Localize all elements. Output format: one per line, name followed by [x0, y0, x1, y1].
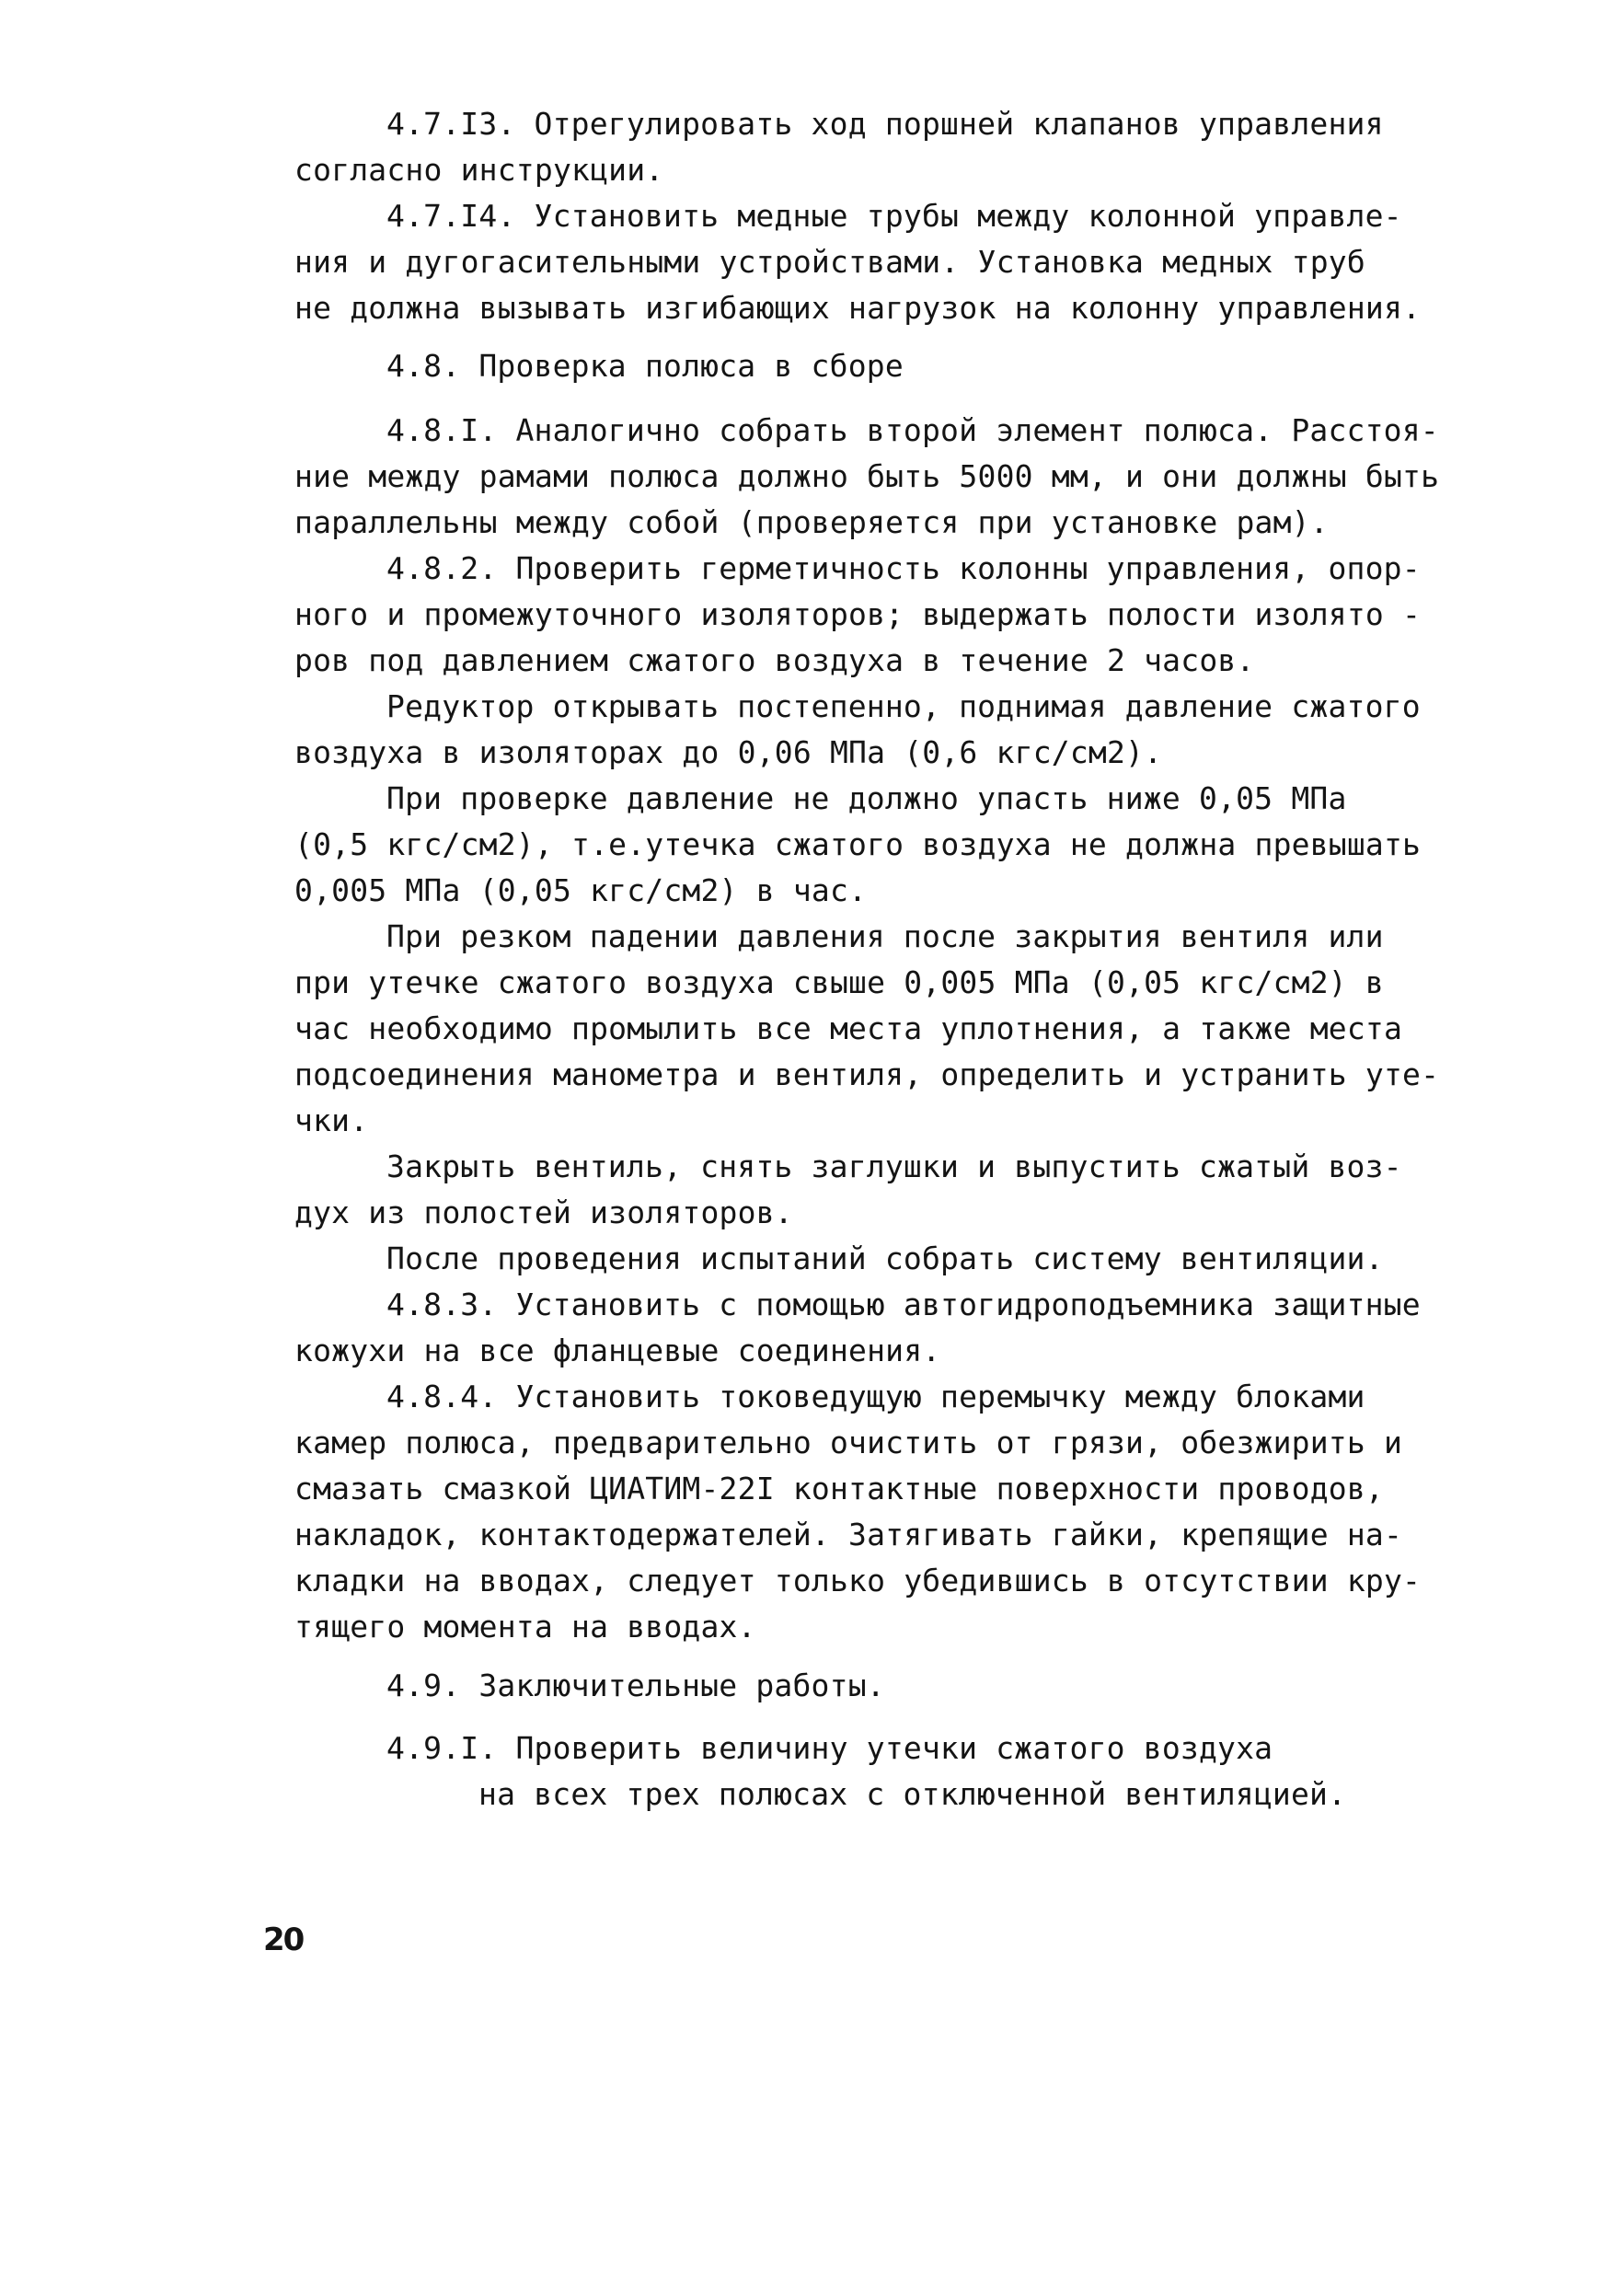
text-line: При резком падении давления после закрытия вентиля или	[386, 918, 1384, 954]
text-line: параллельны между собой (проверяется при установке рам).	[294, 504, 1329, 540]
text-line: согласно инструкции.	[294, 152, 664, 188]
text-line: 4.8.2. Проверить герметичность колонны управления, опор-	[386, 550, 1421, 586]
text-line: (0,5 кгс/см2), т.е.утечка сжатого воздуха не должна превышать	[294, 826, 1422, 862]
text-line: 0,005 МПа (0,05 кгс/см2) в час.	[294, 872, 868, 908]
text-line: При проверке давление не должно упасть ниже 0,05 МПа	[386, 780, 1347, 816]
text-line: воздуха в изоляторах до 0,06 МПа (0,6 кгс/см2).	[294, 734, 1163, 770]
text-line: 4.8.4. Установить токоведущую перемычку между блоками	[386, 1379, 1365, 1414]
text-line: 4.7.I3. Отрегулировать ход поршней клапанов управления	[386, 106, 1384, 142]
text-line: 4.8.3. Установить с помощью автогидроподъемника защитные	[386, 1287, 1421, 1322]
text-line: час необходимо промылить все места уплотнения, а также места	[294, 1010, 1403, 1046]
text-line: не должна вызывать изгибающих нагрузок на колонну управления.	[294, 290, 1422, 326]
text-line: 4.7.I4. Установить медные трубы между колонной управле-	[386, 198, 1402, 234]
text-line: дух из полостей изоляторов.	[294, 1194, 793, 1230]
text-line: кладки на вводах, следует только убедившись в отсутствии кру-	[294, 1563, 1422, 1598]
text-line: накладок, контактодержателей. Затягивать гайки, крепящие на-	[294, 1517, 1403, 1552]
text-line: при утечке сжатого воздуха свыше 0,005 МПа (0,05 кгс/см2) в	[294, 964, 1384, 1000]
text-line: ния и дугогасительными устройствами. Установка медных труб	[294, 244, 1365, 280]
text-line: смазать смазкой ЦИАТИМ-22I контактные поверхности проводов,	[294, 1471, 1384, 1506]
text-line: После проведения испытаний собрать систему вентиляции.	[386, 1241, 1384, 1276]
text-line: Закрыть вентиль, снять заглушки и выпустить сжатый воз-	[386, 1148, 1402, 1184]
text-line: 4.8.I. Аналогично собрать второй элемент полюса. Расстоя-	[386, 412, 1439, 448]
section-heading: 4.8. Проверка полюса в сборе	[386, 348, 904, 384]
text-line: Редуктор открывать постепенно, поднимая давление сжатого	[386, 688, 1421, 724]
section-heading: 4.9. Заключительные работы.	[386, 1668, 885, 1703]
text-line: тящего момента на вводах.	[294, 1609, 756, 1645]
text-line: чки.	[294, 1102, 369, 1138]
text-line: камер полюса, предварительно очистить от грязи, обезжирить и	[294, 1425, 1403, 1460]
text-line: подсоединения манометра и вентиля, определить и устранить уте-	[294, 1056, 1440, 1092]
text-line: ного и промежуточного изоляторов; выдержать полости изолято -	[294, 596, 1422, 632]
text-line: ров под давлением сжатого воздуха в течение 2 часов.	[294, 642, 1255, 678]
text-line: на всех трех полюсах с отключенной вентиляцией.	[478, 1776, 1347, 1812]
text-line: ние между рамами полюса должно быть 5000 мм, и они должны быть	[294, 458, 1440, 494]
text-line: кожухи на все фланцевые соединения.	[294, 1333, 941, 1368]
text-line: 4.9.I. Проверить величину утечки сжатого воздуха	[386, 1730, 1273, 1766]
page-number: 20	[263, 1921, 304, 1958]
